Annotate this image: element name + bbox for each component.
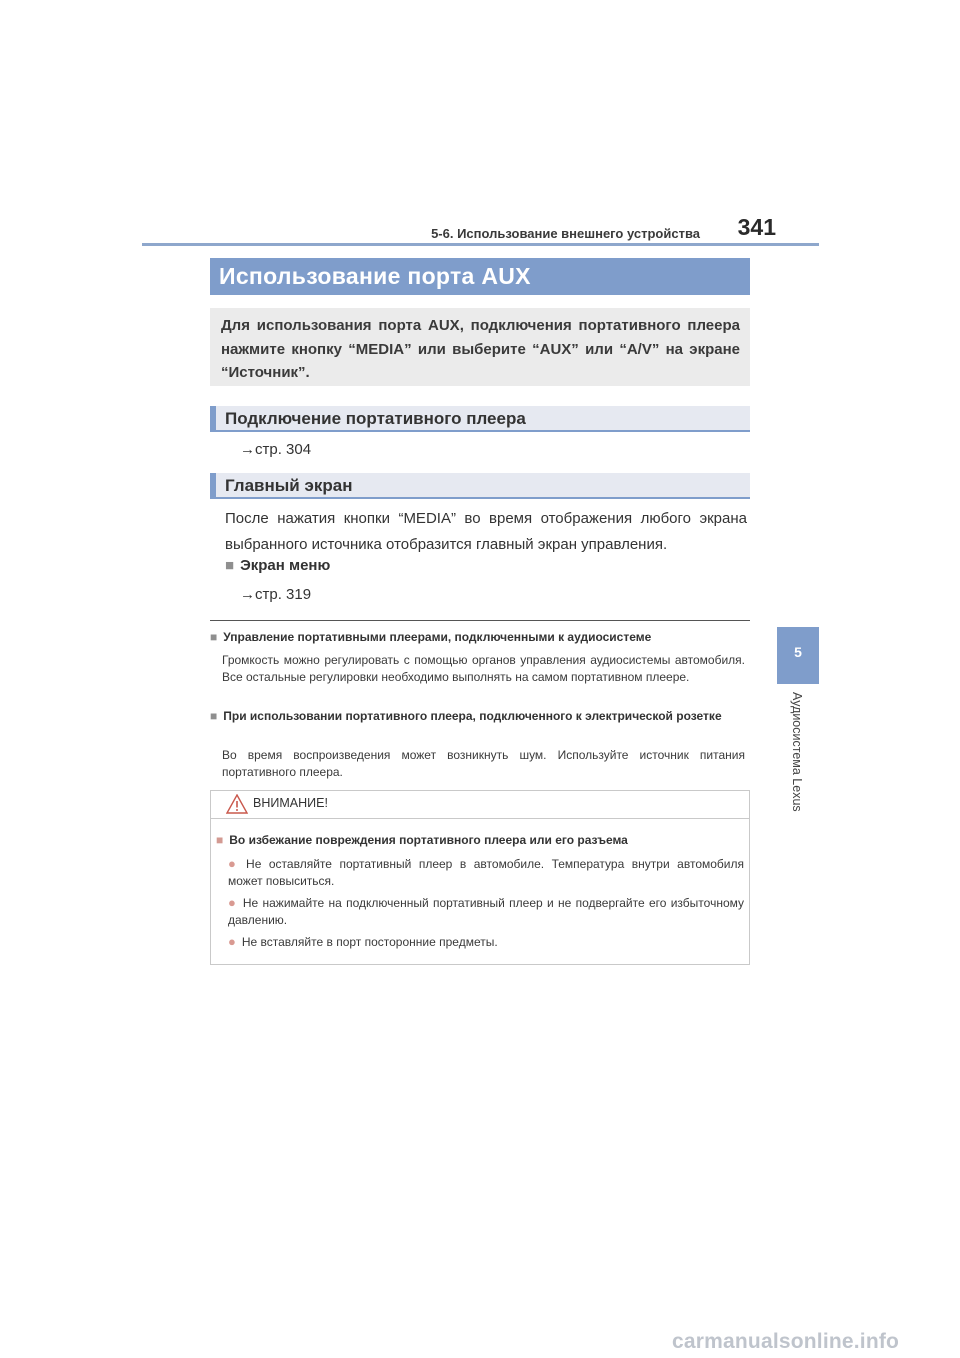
square-bullet-icon: ■ (210, 630, 218, 644)
caution-title: ВНИМАНИЕ! (253, 796, 328, 810)
chapter-label-text: Аудиосистема Lexus (790, 692, 804, 812)
note-body: Громкость можно регулировать с помощью органов управления аудиосистемы автомобиля. Все остальные регулировки необходимо выполнять на самом портативном плеере. (222, 653, 745, 684)
page-number: 341 (737, 214, 776, 240)
page-reference-304[interactable] (240, 437, 311, 462)
watermark: carmanualsonline.info (672, 1330, 900, 1353)
note-heading (210, 629, 750, 646)
intro-box: Для использования порта AUX, подключения портативного плеера нажмите кнопку “MEDIA” или выберите “AUX” или “A/V” на экране “Источник”. (210, 308, 750, 386)
chapter-label (788, 692, 810, 832)
reference-text: стр. 319 (255, 586, 312, 603)
note-body: Во время воспроизведения может возникнуть шум. Используйте источник питания портативного плеера. (222, 748, 745, 779)
note-heading-text: Управление портативными плеерами, подключенными к аудиосистеме (223, 630, 652, 644)
notes-divider (210, 620, 750, 621)
menu-screen-heading (225, 553, 330, 578)
header-rule (142, 243, 819, 246)
subsection-heading-main-screen: Главный экран (210, 473, 750, 499)
square-bullet-icon: ■ (210, 709, 218, 723)
warning-triangle-icon (226, 794, 248, 814)
circle-bullet-icon: ● (228, 895, 237, 910)
caution-heading-text: Во избежание повреждения портативного плеера или его разъема (229, 833, 628, 847)
note-heading (210, 708, 750, 725)
caution-item (228, 933, 744, 951)
caution-item (228, 894, 744, 929)
note-heading-text: При использовании портативного плеера, подключенного к электрической розетке (223, 709, 722, 723)
main-screen-description: После нажатия кнопки “MEDIA” во время отображения любого экрана выбранного источника отобразится главный экран управления. (225, 510, 747, 553)
running-head: 5-6. Использование внешнего устройства (431, 226, 700, 241)
menu-screen-title: Экран меню (240, 557, 331, 574)
caution-item-text: Не вставляйте в порт посторонние предметы. (241, 935, 498, 949)
caution-item (228, 855, 744, 890)
page-reference-319[interactable] (240, 582, 311, 607)
arrow-icon: → (240, 441, 255, 458)
subsection-heading-connect: Подключение портативного плеера (210, 406, 750, 432)
chapter-tab: 5 (777, 627, 819, 684)
caution-heading (216, 833, 746, 847)
square-bullet-icon: ■ (216, 833, 224, 847)
arrow-icon: → (240, 586, 255, 603)
caution-item-text: Не оставляйте портативный плеер в автомобиле. Температура внутри автомобиля может повыситься. (228, 857, 744, 888)
section-title: Использование порта AUX (210, 258, 750, 295)
square-bullet-icon: ■ (225, 557, 235, 574)
circle-bullet-icon: ● (228, 934, 236, 949)
caution-item-text: Не нажимайте на подключенный портативный плеер и не подвергайте его избыточному давлению. (228, 896, 745, 927)
circle-bullet-icon: ● (228, 856, 241, 871)
reference-text: стр. 304 (255, 441, 312, 458)
